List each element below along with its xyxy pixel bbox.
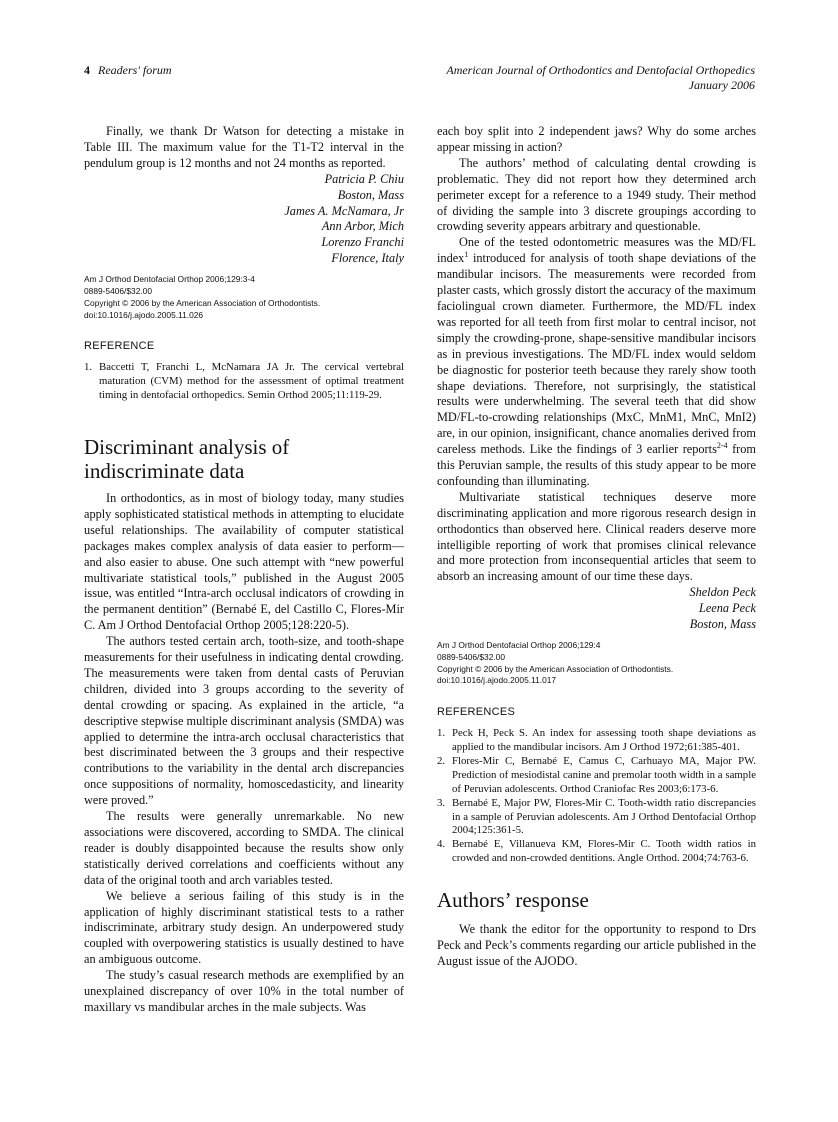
body-paragraph: each boy split into 2 independent jaws? Why do some arches appear missing in action? bbox=[437, 124, 756, 154]
running-header-left bbox=[84, 63, 172, 78]
issue-date: January 2006 bbox=[688, 78, 755, 92]
reference-item: 1. Baccetti T, Franchi L, McNamara JA Jr. The cervical vertebral maturation (CVM) method for the assessment of optimal treatment timing in dentofacial orthopedics. Semin Orthod 2005;11:119-29. bbox=[84, 361, 404, 402]
meta-line: Copyright © 2006 by the American Association of Orthodontists. bbox=[84, 297, 321, 308]
response-title: Authors’ response bbox=[437, 888, 589, 913]
right-column bbox=[437, 124, 756, 970]
letter1-closing: Finally, we thank Dr Watson for detecting a mistake in Table III. The maximum value for the T1-T2 interval in the pendulum group is 12 months and not 24 months as reported. bbox=[84, 124, 404, 170]
section-name: Readers' forum bbox=[98, 63, 172, 77]
signature-line: Leena Peck bbox=[698, 601, 756, 616]
meta-line: Am J Orthod Dentofacial Orthop 2006;129:4 bbox=[437, 640, 601, 650]
body-paragraph: One of the tested odontometric measures was the MD/FL index$^1$ introduced for analysis of tooth shape deviations of the mandibular incisors. The measurements were recorded from plaster casts, which grossly distort the accuracy of the maximum faciolingual crown diameter. Furthermore, the MD/FL index was reported for all teeth from first molar to central incisor, not simply the crowding-prone, shape-sensitive mandibular incisors as in previous investigations. The MD/FL index would seldom be diagnostic for posterior teeth because they rarely show tooth shape deviations. Therefore, not surprisingly, the statistical results were underwhelming. The several teeth that did show MD/FL-to-crowding relationships (MxC, MnM1, MnC, MnI2) are, in our opinion, insignificant, chance anomalies derived from careless methods. Like the findings of 3 earlier reports$^{2-4}$ from this Peruvian sample, the results of this study appear to be more confounding than illuminating. bbox=[437, 235, 756, 488]
body-paragraph: The results were generally unremarkable. No new associations were discovered, according to SMDA. The clinical reader is doubly disappointed because the results show only statistically derived correlations and coefficients without any data of the original tooth and arch variables tested. bbox=[84, 809, 404, 887]
reference-heading: REFERENCES bbox=[437, 706, 516, 719]
signature-line: Ann Arbor, Mich bbox=[321, 219, 404, 234]
citation-superscript: 1 bbox=[464, 250, 469, 260]
journal-name: American Journal of Orthodontics and Dentofacial Orthopedics bbox=[446, 63, 755, 77]
letter1-citation-meta bbox=[84, 274, 404, 321]
signature-line: Sheldon Peck bbox=[689, 585, 756, 600]
signature-line: Boston, Mass bbox=[337, 187, 404, 202]
signature-line: Florence, Italy bbox=[331, 251, 404, 266]
body-paragraph: The study’s casual research methods are exemplified by an unexplained discrepancy of over 10% in the total number of maxillary vs mandibular arches in the male subjects. Was bbox=[84, 968, 404, 1014]
body-paragraph: The authors tested certain arch, tooth-size, and tooth-shape measurements for their usefulness in indicating dental crowding. The measurements were taken from dental casts of Peruvian children, divided into 3 groups according to the severity of dental crowding or spacing. As explained in the article, “a descriptive stepwise multiple discriminant analysis (SMDA) was applied to determine the intra-arch occlusal characteristics that best discriminated between the 3 groups and their respective contributions to the variability in the dental arch discrepancies once suppositions of normality, homoscedasticity, and linearity were proved.” bbox=[84, 634, 404, 808]
body-paragraph: The authors’ method of calculating dental crowding is problematic. They did not report how they determined arch perimeter except for a reference to a 1949 study. Their method of dividing the sample into 3 discrete groupings according to crowding severity appears arbitrary and questionable. bbox=[437, 155, 756, 234]
reference-item: 1. Peck H, Peck S. An index for assessing tooth shape deviations as applied to the mandibular incisors. Am J Orthod 1972;61:385-401. bbox=[437, 727, 756, 753]
article-reference-list bbox=[437, 727, 756, 866]
body-paragraph: We believe a serious failing of this study is in the application of highly discriminant statistical tests to a rather indiscriminate, arbitrary study design. An underpowered study coupled with overpowering statistics is usually destined to have an ambiguous outcome. bbox=[84, 888, 404, 967]
running-header-right bbox=[446, 63, 755, 93]
article-signatures bbox=[437, 585, 756, 633]
article-title: Discriminant analysis of indiscriminate data bbox=[84, 434, 290, 483]
signature-line: Patricia P. Chiu bbox=[324, 171, 404, 186]
letter1-signatures bbox=[84, 172, 404, 267]
page-number: 4 bbox=[84, 63, 90, 77]
reference-heading: REFERENCE bbox=[84, 340, 155, 353]
signature-line: Boston, Mass bbox=[689, 617, 756, 632]
reference-item: 3. Bernabé E, Major PW, Flores-Mir C. Tooth-width ratio discrepancies in a sample of Peruvian adolescents. Am J Orthod Dentofacial Orthop 2004;125:361-5. bbox=[437, 796, 756, 837]
letter1-reference-list bbox=[84, 361, 404, 403]
meta-line: doi:10.1016/j.ajodo.2005.11.017 bbox=[437, 675, 557, 686]
meta-line: Am J Orthod Dentofacial Orthop 2006;129:3-4 bbox=[84, 274, 255, 285]
left-column bbox=[84, 124, 404, 1016]
meta-line: 0889-5406/$32.00 bbox=[84, 285, 152, 296]
article-citation-meta bbox=[437, 640, 756, 687]
meta-line: Copyright © 2006 by the American Association of Orthodontists. bbox=[437, 663, 674, 674]
meta-line: doi:10.1016/j.ajodo.2005.11.026 bbox=[84, 309, 204, 320]
body-paragraph: In orthodontics, as in most of biology today, many studies apply sophisticated statistical methods in attempting to elucidate useful relationships. The availability of computer statistical packages makes complex analysis of data easier to perform—and also easier to abuse. One such attempt with “new powerful multivariate statistical tools,” published in the August 2005 issue, was entitled “Intra-arch occlusal indicators of crowding in the permanent dentition” (Bernabé E, del Castillo C, Flores-Mir C. Am J Orthod Dentofacial Orthop 2005;128:220-5). bbox=[84, 490, 404, 633]
signature-line: James A. McNamara, Jr bbox=[284, 203, 404, 218]
reference-item: 2. Flores-Mir C, Bernabé E, Camus C, Carhuayo MA, Major PW. Prediction of mesiodistal canine and premolar tooth width in a sample of Peruvian adolescents. Orthod Craniofac Res 2003;6:173-6. bbox=[437, 754, 756, 795]
reference-item: 4. Bernabé E, Villanueva KM, Flores-Mir C. Tooth width ratios in crowded and non-crowded dentitions. Angle Orthod. 2004;74:763-6. bbox=[437, 838, 756, 865]
body-paragraph: Multivariate statistical techniques deserve more discriminating application and more rigorous research design in orthodontics than observed here. Clinical readers deserve more intelligible reporting of work that promises clinical relevance and more protection from inconsequential articles that seem to absorb an increasing amount of our time these days. bbox=[437, 489, 756, 584]
meta-line: 0889-5406/$32.00 bbox=[437, 651, 505, 662]
citation-superscript: 2-4 bbox=[716, 441, 728, 451]
body-paragraph: We thank the editor for the opportunity to respond to Drs Peck and Peck’s comments regarding our article published in the August issue of the AJODO. bbox=[437, 922, 756, 968]
signature-line: Lorenzo Franchi bbox=[321, 235, 404, 250]
